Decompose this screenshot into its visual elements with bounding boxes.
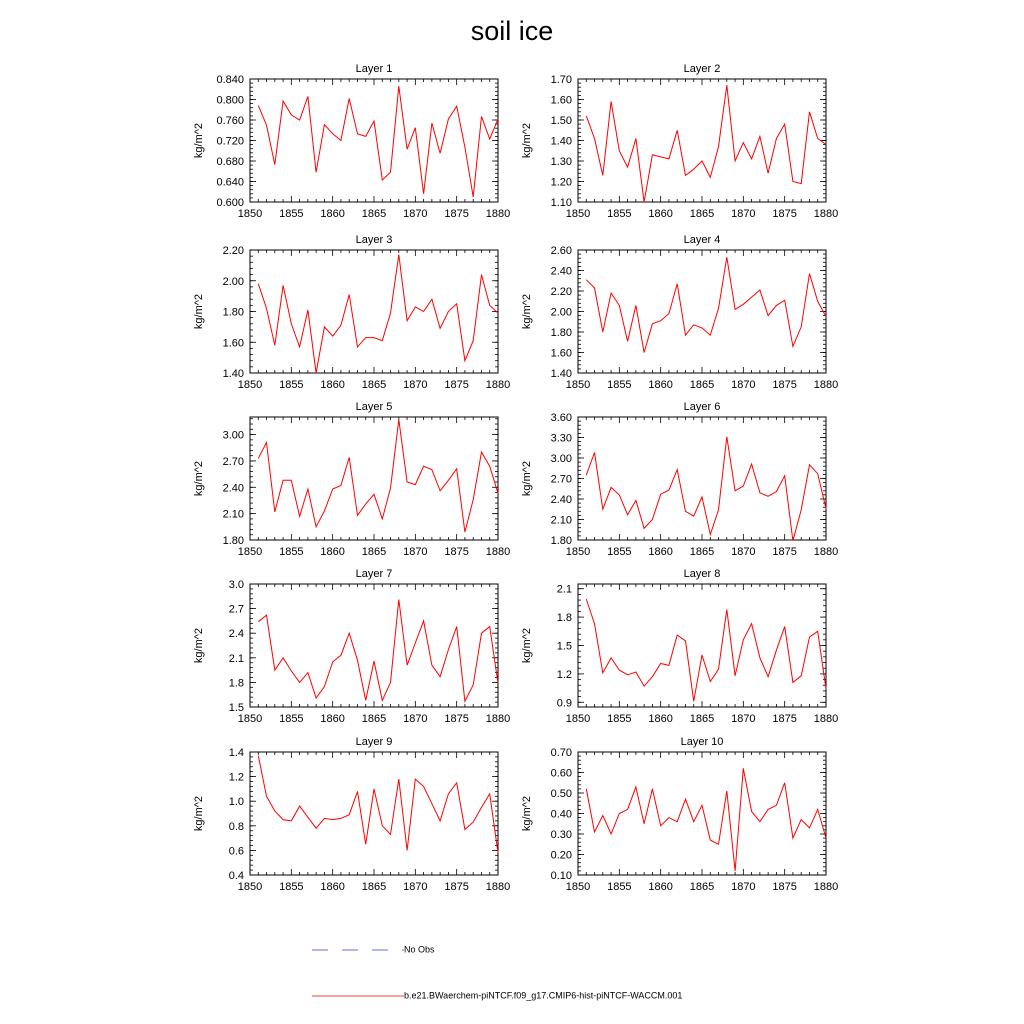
y-tick-label: 0.40 [550, 808, 572, 821]
x-tick-label: 1860 [320, 713, 345, 725]
x-tick-label: 1880 [813, 379, 839, 391]
y-tick-label: 0.760 [216, 115, 244, 127]
y-tick-label: 1.20 [550, 176, 572, 189]
x-tick-label: 1860 [648, 713, 673, 725]
x-tick-label: 1875 [772, 208, 797, 220]
x-tick-label: 1865 [689, 379, 715, 391]
x-tick-label: 1850 [237, 379, 263, 391]
panel-title: Layer 8 [683, 568, 721, 580]
x-tick-label: 1875 [444, 713, 469, 725]
x-tick-label: 1865 [689, 546, 715, 558]
y-axis-label: kg/m^2 [193, 627, 205, 664]
x-tick-label: 1865 [361, 881, 387, 893]
x-tick-label: 1880 [485, 379, 511, 391]
x-tick-label: 1850 [237, 546, 263, 558]
x-tick-label: 1865 [361, 208, 387, 220]
y-tick-label: 3.0 [228, 579, 244, 591]
x-tick-label: 1860 [648, 546, 673, 558]
y-tick-label: 2.4 [228, 628, 244, 641]
figure-title: soil ice [470, 16, 554, 46]
y-tick-label: 0.840 [216, 74, 244, 86]
x-tick-label: 1855 [279, 713, 304, 725]
plot-frame [578, 79, 826, 202]
x-tick-label: 1860 [648, 881, 673, 893]
plot-frame [250, 584, 498, 707]
series-line [586, 599, 826, 701]
series-line [586, 437, 826, 541]
x-tick-label: 1870 [403, 881, 428, 893]
x-tick-label: 1875 [772, 546, 797, 558]
x-tick-label: 1875 [772, 713, 797, 725]
x-tick-label: 1855 [279, 546, 304, 558]
plot-frame [250, 79, 498, 202]
x-tick-label: 1865 [689, 881, 715, 893]
x-tick-label: 1875 [444, 881, 469, 893]
y-tick-label: 1.40 [222, 368, 244, 380]
series-line [258, 600, 498, 702]
legend-label-no-obs: No Obs [404, 944, 435, 955]
panel-2 [521, 63, 838, 220]
x-tick-label: 1880 [485, 713, 511, 725]
x-tick-label: 1850 [565, 379, 591, 391]
y-tick-label: 0.8 [228, 820, 244, 833]
x-tick-label: 1850 [565, 208, 591, 220]
x-tick-label: 1860 [320, 379, 345, 391]
legend-dashed-line [312, 944, 404, 956]
series-line [586, 257, 826, 352]
x-tick-label: 1850 [237, 713, 263, 725]
panel-title: Layer 6 [683, 401, 721, 413]
x-tick-label: 1880 [485, 208, 511, 220]
y-tick-label: 1.8 [556, 612, 572, 625]
x-tick-label: 1865 [689, 713, 715, 725]
y-tick-label: 1.0 [228, 796, 244, 809]
y-tick-label: 0.10 [550, 870, 572, 882]
x-tick-label: 1870 [731, 379, 756, 391]
y-tick-label: 1.4 [228, 747, 244, 759]
x-tick-label: 1875 [772, 881, 797, 893]
x-tick-label: 1865 [361, 379, 387, 391]
y-tick-label: 1.80 [222, 306, 244, 319]
panel-10 [521, 736, 838, 893]
y-tick-label: 1.40 [550, 368, 572, 380]
series-line [258, 420, 498, 532]
x-tick-label: 1860 [320, 881, 345, 893]
panel-title: Layer 3 [355, 234, 393, 246]
y-tick-label: 2.40 [222, 482, 244, 495]
y-tick-label: 3.00 [222, 429, 244, 442]
y-axis-label: kg/m^2 [521, 460, 533, 497]
legend-item-no-obs [312, 944, 435, 956]
x-tick-label: 1855 [279, 379, 304, 391]
y-tick-label: 1.5 [228, 702, 244, 714]
x-tick-label: 1865 [689, 208, 715, 220]
y-tick-label: 2.40 [550, 265, 572, 278]
x-tick-label: 1860 [320, 546, 345, 558]
x-tick-label: 1875 [772, 379, 797, 391]
panel-1 [193, 63, 510, 220]
x-tick-label: 1870 [731, 713, 756, 725]
y-tick-label: 1.5 [556, 640, 572, 653]
plot-frame [578, 250, 826, 373]
x-tick-label: 1880 [813, 881, 839, 893]
x-tick-label: 1880 [813, 208, 839, 220]
x-tick-label: 1855 [279, 881, 304, 893]
x-tick-label: 1855 [607, 546, 632, 558]
y-tick-label: 2.40 [550, 494, 572, 506]
panel-title: Layer 5 [355, 401, 393, 413]
panel-6 [521, 401, 838, 558]
x-tick-label: 1865 [361, 713, 387, 725]
panel-title: Layer 9 [355, 736, 393, 748]
y-tick-label: 2.70 [550, 473, 572, 486]
x-tick-label: 1850 [565, 546, 591, 558]
legend-label-model: b.e21.BWaerchem-piNTCF.f09_g17.CMIP6-hist-piNTCF-WACCM.001 [404, 990, 683, 1001]
y-tick-label: 1.40 [550, 135, 572, 148]
x-tick-label: 1850 [565, 881, 591, 893]
y-tick-label: 0.680 [216, 156, 244, 168]
y-tick-label: 1.2 [556, 668, 572, 681]
y-tick-label: 1.60 [550, 94, 572, 107]
panel-title: Layer 10 [680, 736, 724, 748]
series-line [586, 768, 826, 871]
panel-title: Layer 2 [683, 63, 721, 75]
y-axis-label: kg/m^2 [521, 795, 533, 832]
plot-frame [250, 417, 498, 540]
x-tick-label: 1870 [403, 208, 428, 220]
y-axis-label: kg/m^2 [193, 293, 205, 330]
y-tick-label: 2.1 [228, 652, 244, 665]
series-line [258, 756, 498, 853]
y-tick-label: 2.70 [222, 455, 244, 468]
y-tick-label: 0.70 [550, 747, 572, 759]
x-tick-label: 1860 [320, 208, 345, 220]
y-tick-label: 0.6 [228, 845, 244, 858]
panel-title: Layer 4 [683, 234, 721, 246]
y-tick-label: 0.600 [216, 197, 244, 209]
y-tick-label: 1.60 [222, 337, 244, 350]
y-tick-label: 2.10 [550, 514, 572, 527]
plot-frame [250, 752, 498, 875]
x-tick-label: 1850 [237, 208, 263, 220]
x-tick-label: 1870 [731, 208, 756, 220]
y-tick-label: 1.30 [550, 156, 572, 168]
series-line [258, 86, 498, 197]
x-tick-label: 1875 [444, 546, 469, 558]
y-tick-label: 1.50 [550, 115, 572, 127]
y-tick-label: 1.8 [228, 677, 244, 690]
y-tick-label: 0.30 [550, 829, 572, 841]
panel-title: Layer 1 [355, 63, 393, 75]
x-tick-label: 1875 [444, 379, 469, 391]
y-tick-label: 1.60 [550, 347, 572, 360]
panel-4 [521, 234, 838, 391]
panel-3 [193, 234, 510, 391]
x-tick-label: 1880 [813, 546, 839, 558]
x-tick-label: 1850 [237, 881, 263, 893]
series-line [258, 255, 498, 373]
x-tick-label: 1870 [403, 546, 428, 558]
y-axis-label: kg/m^2 [521, 122, 533, 159]
y-tick-label: 1.80 [550, 327, 572, 339]
x-tick-label: 1875 [444, 208, 469, 220]
panel-8 [521, 568, 838, 725]
x-tick-label: 1860 [648, 208, 673, 220]
y-tick-label: 0.20 [550, 849, 572, 862]
plot-frame [578, 584, 826, 707]
series-line [586, 85, 826, 202]
x-tick-label: 1855 [607, 713, 632, 725]
y-axis-label: kg/m^2 [193, 122, 205, 159]
y-tick-label: 2.00 [222, 275, 244, 288]
y-tick-label: 2.7 [228, 603, 244, 616]
panel-7 [193, 568, 510, 725]
y-tick-label: 3.30 [550, 432, 572, 445]
y-tick-label: 0.9 [556, 697, 572, 710]
y-axis-label: kg/m^2 [193, 460, 205, 497]
x-tick-label: 1860 [648, 379, 673, 391]
y-tick-label: 1.80 [222, 535, 244, 547]
y-axis-label: kg/m^2 [521, 627, 533, 664]
x-tick-label: 1855 [607, 881, 632, 893]
y-tick-label: 1.80 [550, 535, 572, 547]
plot-frame [578, 417, 826, 540]
x-tick-label: 1855 [607, 379, 632, 391]
y-tick-label: 1.70 [550, 74, 572, 86]
x-tick-label: 1850 [565, 713, 591, 725]
x-tick-label: 1870 [731, 546, 756, 558]
y-axis-label: kg/m^2 [193, 795, 205, 832]
y-tick-label: 0.60 [550, 767, 572, 780]
x-tick-label: 1855 [607, 208, 632, 220]
y-tick-label: 1.2 [228, 771, 244, 784]
panel-5 [193, 401, 510, 558]
y-tick-label: 1.10 [550, 197, 572, 209]
y-tick-label: 0.800 [216, 94, 244, 107]
legend-solid-line [312, 990, 404, 1002]
panel-9 [193, 736, 510, 893]
x-tick-label: 1870 [403, 713, 428, 725]
x-tick-label: 1880 [813, 713, 839, 725]
y-tick-label: 3.00 [550, 453, 572, 465]
y-tick-label: 2.1 [556, 583, 572, 596]
plot-frame [250, 250, 498, 373]
y-tick-label: 2.20 [550, 286, 572, 298]
x-tick-label: 1870 [731, 881, 756, 893]
y-tick-label: 0.50 [550, 788, 572, 800]
x-tick-label: 1870 [403, 379, 428, 391]
y-tick-label: 2.00 [550, 306, 572, 319]
x-tick-label: 1865 [361, 546, 387, 558]
y-tick-label: 0.4 [228, 870, 244, 882]
y-tick-label: 2.60 [550, 245, 572, 257]
legend-item-model [312, 990, 682, 1002]
y-tick-label: 3.60 [550, 412, 572, 424]
x-tick-label: 1880 [485, 881, 511, 893]
panel-title: Layer 7 [355, 568, 393, 580]
y-axis-label: kg/m^2 [521, 293, 533, 330]
y-tick-label: 2.20 [222, 245, 244, 257]
x-tick-label: 1855 [279, 208, 304, 220]
y-tick-label: 2.10 [222, 508, 244, 521]
y-tick-label: 0.640 [216, 176, 244, 189]
x-tick-label: 1880 [485, 546, 511, 558]
y-tick-label: 0.720 [216, 135, 244, 148]
